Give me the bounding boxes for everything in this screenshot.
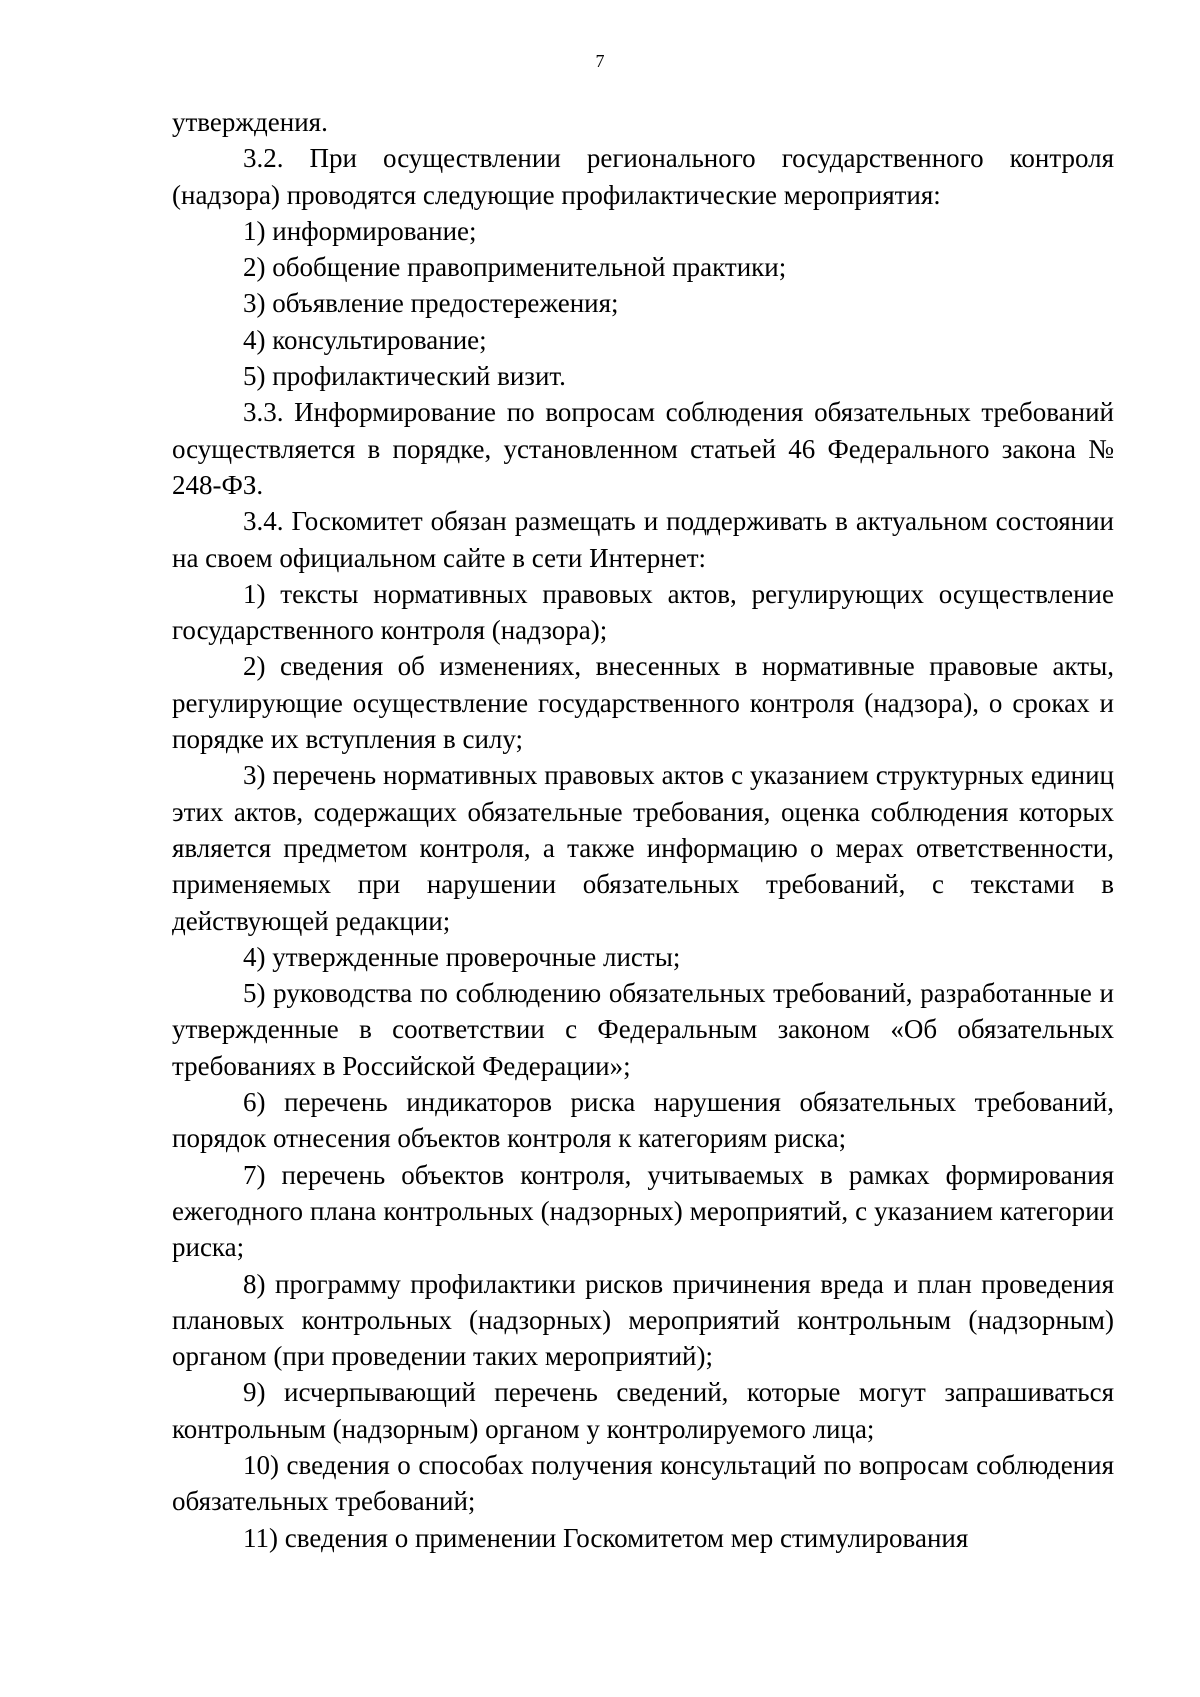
list-item-3-4-8: 8) программу профилактики рисков причинения вреда и план проведения плановых контрольных (надзорных) мероприятий контрольным (надзорным) органом (при проведении таких мероприятий); (172, 1268, 1114, 1372)
page-number: 7 (595, 51, 605, 71)
list-item-3-2-2: 2) обобщение правоприменительной практики; (243, 252, 787, 283)
paragraph-3-3: 3.3. Информирование по вопросам соблюдения обязательных требований осуществляется в порядке, установленном статьей 46 Федерального закона № 248-ФЗ. (172, 397, 1114, 500)
body-text (172, 104, 1114, 1556)
paragraph-3-4: 3.4. Госкомитет обязан размещать и поддерживать в актуальном состоянии на своем официальном сайте в сети Интернет: (172, 506, 1114, 573)
list-item-3-2-5: 5) профилактический визит. (243, 361, 566, 392)
paragraph-continuation: утверждения. (172, 107, 328, 137)
list-item-3-4-3: 3) перечень нормативных правовых актов с указанием структурных единиц этих актов, содержащих обязательные требования, оценка соблюдения которых является предметом контроля, а также информацию о мерах ответственности, применяемых при нарушении обязательных требований, с текстами в действующей редакции; (172, 760, 1114, 936)
list-item-3-4-6: 6) перечень индикаторов риска нарушения обязательных требований, порядок отнесения объектов контроля к категориям риска; (172, 1087, 1114, 1154)
list-item-3-2-3: 3) объявление предостережения; (243, 288, 619, 319)
list-item-3-4-2: 2) сведения об изменениях, внесенных в нормативные правовые акты, регулирующие осуществление государственного контроля (надзора), о сроках и порядке их вступления в силу; (172, 651, 1114, 755)
list-item-3-2-4: 4) консультирование; (243, 324, 487, 355)
list-item-3-4-5: 5) руководства по соблюдению обязательных требований, разработанные и утвержденные в соответствии с Федеральным законом «Об обязательных требованиях в Российской Федерации»; (172, 978, 1114, 1081)
list-item-3-4-1: 1) тексты нормативных правовых актов, регулирующих осуществление государственного контроля (надзора); (172, 578, 1114, 646)
list-item-3-4-10: 10) сведения о способах получения консультаций по вопросам соблюдения обязательных требований; (172, 1449, 1114, 1517)
list-item-3-2-1: 1) информирование; (243, 215, 477, 246)
paragraph-3-2: 3.2. При осуществлении регионального государственного контроля (надзора) проводятся следующие профилактические мероприятия: (172, 143, 1114, 210)
list-item-3-4-7: 7) перечень объектов контроля, учитываемых в рамках формирования ежегодного плана контрольных (надзорных) мероприятий, с указанием категории риска; (172, 1159, 1114, 1263)
list-item-3-4-4: 4) утвержденные проверочные листы; (243, 941, 681, 972)
list-item-3-4-11: 11) сведения о применении Госкомитетом мер стимулирования (243, 1522, 969, 1553)
list-item-3-4-9: 9) исчерпывающий перечень сведений, которые могут запрашиваться контрольным (надзорным) органом у контролируемого лица; (172, 1377, 1114, 1444)
